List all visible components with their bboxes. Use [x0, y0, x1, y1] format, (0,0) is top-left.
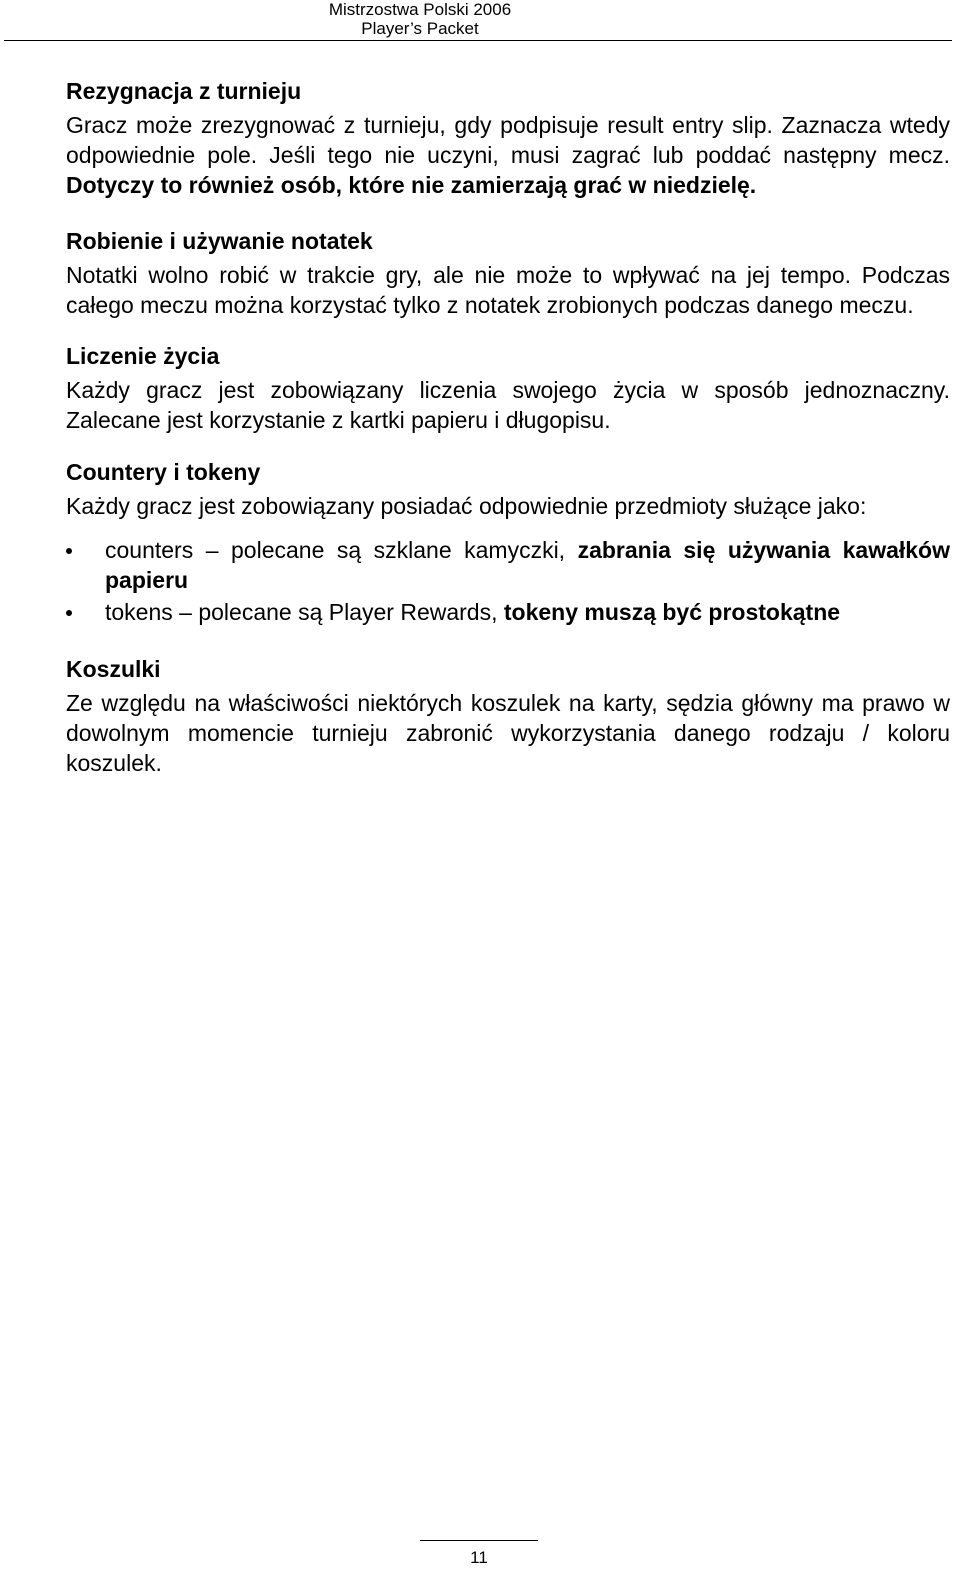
- paragraph-text: Gracz może zrezygnować z turnieju, gdy podpisuje result entry slip. Zaznacza wtedy odpowiednie pole. Jeśli tego nie uczyni, musi zagrać lub poddać następny mecz.: [66, 112, 950, 168]
- section-paragraph: [66, 110, 950, 200]
- section-title: Robienie i używanie notatek: [66, 228, 373, 254]
- section-paragraph: Każdy gracz jest zobowiązany posiadać odpowiednie przedmioty służące jako:: [66, 493, 867, 519]
- section-liczenie-zycia: [66, 341, 950, 435]
- section-title: Rezygnacja z turnieju: [66, 78, 302, 104]
- list-item-bold-text: zabrania się używania kawałków papieru: [105, 537, 950, 593]
- bullet-list: [66, 535, 950, 627]
- header-subtitle: Player’s Packet: [361, 19, 479, 38]
- footer-divider: [420, 1540, 538, 1541]
- section-title: Countery i tokeny: [66, 459, 261, 485]
- header-divider: [4, 40, 952, 41]
- section-notatki: [66, 226, 950, 320]
- header-title: Mistrzostwa Polski 2006: [328, 0, 512, 19]
- section-paragraph: Notatki wolno robić w trakcie gry, ale nie może to wpływać na jej tempo. Podczas całego meczu można korzystać tylko z notatek zrobionych podczas danego meczu.: [66, 262, 950, 318]
- list-item-bold-text: tokeny muszą być prostokątne: [503, 599, 841, 625]
- page-number: 11: [470, 1548, 488, 1567]
- page-header: [270, 0, 570, 38]
- section-paragraph: Ze względu na właściwości niektórych koszulek na karty, sędzia główny ma prawo w dowolnym momencie turnieju zabronić wykorzystania danego rodzaju / koloru koszulek.: [66, 690, 950, 776]
- section-title: Liczenie życia: [66, 343, 220, 369]
- list-item: [66, 597, 950, 627]
- section-koszulki: [66, 654, 950, 778]
- bullet-icon: [66, 548, 72, 554]
- list-item: [66, 535, 950, 595]
- document-body: [66, 76, 950, 778]
- section-title: Koszulki: [66, 656, 161, 682]
- paragraph-bold-text: Dotyczy to również osób, które nie zamierzają grać w niedzielę.: [66, 172, 757, 198]
- section-paragraph: Każdy gracz jest zobowiązany liczenia swojego życia w sposób jednoznaczny. Zalecane jest korzystanie z kartki papieru i długopisu.: [66, 377, 950, 433]
- bullet-icon: [66, 610, 72, 616]
- section-rezygnacja: [66, 76, 950, 200]
- list-item-text: counters – polecane są szklane kamyczki,: [105, 537, 578, 563]
- list-item-text: tokens – polecane są Player Rewards,: [105, 599, 504, 625]
- section-countery: [66, 457, 950, 627]
